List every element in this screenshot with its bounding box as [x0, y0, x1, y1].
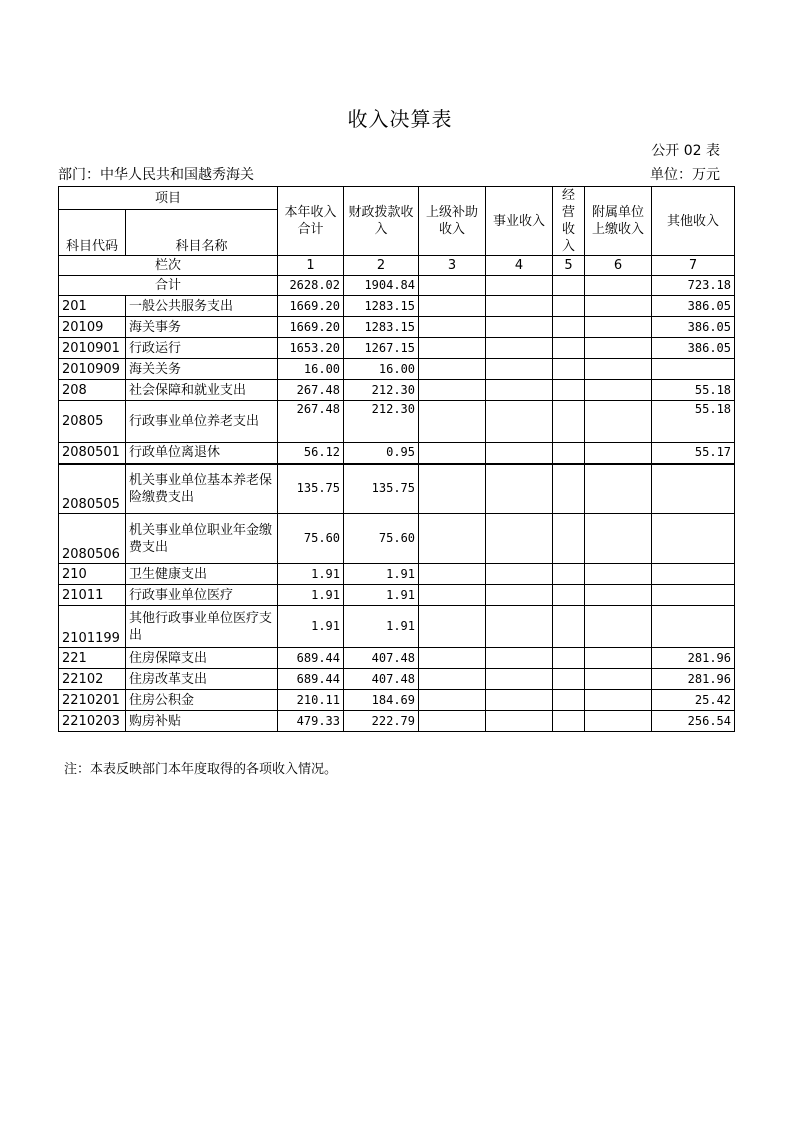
row-value: [419, 338, 486, 359]
row-value: 75.60: [344, 514, 419, 564]
row-value: 1669.20: [278, 317, 344, 338]
row-value: 1.91: [344, 585, 419, 606]
row-value: 479.33: [278, 711, 344, 732]
table-row: [59, 317, 735, 338]
row-value: [486, 606, 553, 648]
header-col-1: 本年收入合计: [278, 187, 344, 256]
row-value: [419, 514, 486, 564]
row-name: 行政单位离退休: [126, 443, 278, 464]
row-value: [486, 669, 553, 690]
row-value: 386.05: [652, 296, 735, 317]
table-row: [59, 514, 735, 564]
row-value: 386.05: [652, 338, 735, 359]
row-value: [419, 564, 486, 585]
row-value: [585, 514, 652, 564]
column-index-4: 4: [486, 256, 553, 276]
row-value: [585, 443, 652, 464]
row-value: [486, 690, 553, 711]
row-value: 1267.15: [344, 338, 419, 359]
row-code: 201: [59, 296, 126, 317]
row-name: 一般公共服务支出: [126, 296, 278, 317]
row-code: 2010909: [59, 359, 126, 380]
row-value: [486, 338, 553, 359]
department-label: 部门：中华人民共和国越秀海关: [58, 167, 254, 183]
total-value: [419, 276, 486, 296]
header-col-5: 经营收入: [553, 187, 585, 256]
row-value: [486, 317, 553, 338]
table-row: [59, 443, 735, 464]
row-value: [585, 648, 652, 669]
column-index-label: 栏次: [59, 256, 278, 276]
table-row: [59, 669, 735, 690]
row-name: 机关事业单位职业年金缴费支出: [126, 514, 278, 564]
row-value: [486, 564, 553, 585]
row-name: 海关事务: [126, 317, 278, 338]
row-name: 行政事业单位养老支出: [126, 401, 278, 443]
row-value: 1.91: [278, 606, 344, 648]
row-code: 21011: [59, 585, 126, 606]
row-value: [419, 606, 486, 648]
row-value: [585, 690, 652, 711]
row-value: [585, 338, 652, 359]
row-value: 16.00: [344, 359, 419, 380]
row-name: 住房公积金: [126, 690, 278, 711]
row-value: [585, 359, 652, 380]
row-value: 212.30: [344, 401, 419, 443]
table-row: [59, 648, 735, 669]
row-value: 135.75: [344, 464, 419, 514]
row-value: [419, 380, 486, 401]
row-value: 135.75: [278, 464, 344, 514]
row-code: 2080505: [59, 464, 126, 514]
row-code: 2010901: [59, 338, 126, 359]
row-code: 20109: [59, 317, 126, 338]
row-name: 住房保障支出: [126, 648, 278, 669]
column-index-5: 5: [553, 256, 585, 276]
header-col-7: 其他收入: [652, 187, 735, 256]
row-code: 22102: [59, 669, 126, 690]
row-value: [553, 669, 585, 690]
row-value: [553, 711, 585, 732]
row-value: 75.60: [278, 514, 344, 564]
row-value: [486, 711, 553, 732]
row-value: [585, 711, 652, 732]
row-value: [652, 514, 735, 564]
table-row: [59, 690, 735, 711]
row-value: 1.91: [344, 564, 419, 585]
row-value: 1653.20: [278, 338, 344, 359]
row-value: [585, 401, 652, 443]
row-value: [486, 401, 553, 443]
row-value: [585, 380, 652, 401]
row-code: 221: [59, 648, 126, 669]
row-value: [419, 585, 486, 606]
row-code: 20805: [59, 401, 126, 443]
row-value: 55.18: [652, 401, 735, 443]
row-code: 208: [59, 380, 126, 401]
row-value: 407.48: [344, 648, 419, 669]
income-table: [58, 186, 735, 732]
column-index-2: 2: [344, 256, 419, 276]
row-value: 210.11: [278, 690, 344, 711]
row-value: 1.91: [278, 564, 344, 585]
row-value: [652, 564, 735, 585]
row-value: [553, 401, 585, 443]
row-value: 281.96: [652, 669, 735, 690]
row-value: [486, 648, 553, 669]
table-row: [59, 585, 735, 606]
row-value: 0.95: [344, 443, 419, 464]
row-code: 2080501: [59, 443, 126, 464]
row-value: 222.79: [344, 711, 419, 732]
row-value: [585, 564, 652, 585]
column-index-3: 3: [419, 256, 486, 276]
row-value: [486, 296, 553, 317]
total-row: [59, 276, 735, 296]
header-col-4: 事业收入: [486, 187, 553, 256]
row-value: [486, 464, 553, 514]
row-value: [553, 338, 585, 359]
page-title: 收入决算表: [347, 107, 453, 131]
header-col-2: 财政拨款收入: [344, 187, 419, 256]
row-value: 56.12: [278, 443, 344, 464]
row-value: 1.91: [344, 606, 419, 648]
row-value: 25.42: [652, 690, 735, 711]
row-code: 2101199: [59, 606, 126, 648]
row-name: 卫生健康支出: [126, 564, 278, 585]
row-value: [486, 380, 553, 401]
row-value: [553, 514, 585, 564]
table-row: [59, 401, 735, 443]
total-value: 2628.02: [278, 276, 344, 296]
table-row: [59, 606, 735, 648]
row-value: [553, 380, 585, 401]
total-label: 合计: [59, 276, 278, 296]
row-value: 16.00: [278, 359, 344, 380]
column-index-6: 6: [585, 256, 652, 276]
row-value: [585, 464, 652, 514]
column-index-1: 1: [278, 256, 344, 276]
row-value: 1283.15: [344, 296, 419, 317]
row-value: [486, 359, 553, 380]
row-value: [419, 648, 486, 669]
total-value: [585, 276, 652, 296]
row-value: [585, 296, 652, 317]
row-value: [419, 669, 486, 690]
row-value: [486, 585, 553, 606]
row-name: 机关事业单位基本养老保险缴费支出: [126, 464, 278, 514]
row-value: [419, 711, 486, 732]
row-value: 386.05: [652, 317, 735, 338]
row-value: [419, 690, 486, 711]
table-row: [59, 338, 735, 359]
row-value: [652, 359, 735, 380]
row-value: 55.18: [652, 380, 735, 401]
row-value: [486, 514, 553, 564]
column-index-7: 7: [652, 256, 735, 276]
row-value: [652, 606, 735, 648]
row-value: [585, 606, 652, 648]
row-name: 其他行政事业单位医疗支出: [126, 606, 278, 648]
total-value: [553, 276, 585, 296]
header-item: 项目: [59, 187, 278, 210]
table-row: [59, 296, 735, 317]
table-row: [59, 359, 735, 380]
row-value: [553, 690, 585, 711]
row-value: [486, 443, 553, 464]
row-value: [419, 359, 486, 380]
row-value: [585, 669, 652, 690]
form-number: 公开 02 表: [651, 143, 720, 159]
row-value: 256.54: [652, 711, 735, 732]
row-value: 267.48: [278, 380, 344, 401]
header-name: 科目名称: [126, 210, 278, 256]
row-value: 407.48: [344, 669, 419, 690]
total-value: [486, 276, 553, 296]
table-row: [59, 380, 735, 401]
header-code: 科目代码: [59, 210, 126, 256]
table-row: [59, 564, 735, 585]
row-code: 2210203: [59, 711, 126, 732]
row-value: [553, 606, 585, 648]
row-value: 55.17: [652, 443, 735, 464]
row-value: [419, 401, 486, 443]
row-name: 行政事业单位医疗: [126, 585, 278, 606]
row-name: 购房补贴: [126, 711, 278, 732]
row-value: [652, 464, 735, 514]
row-value: [553, 585, 585, 606]
row-value: [419, 443, 486, 464]
row-value: 1.91: [278, 585, 344, 606]
total-value: 723.18: [652, 276, 735, 296]
row-value: [553, 564, 585, 585]
total-value: 1904.84: [344, 276, 419, 296]
row-value: [553, 317, 585, 338]
row-value: [419, 296, 486, 317]
row-value: [419, 317, 486, 338]
row-value: 267.48: [278, 401, 344, 443]
row-name: 住房改革支出: [126, 669, 278, 690]
row-code: 210: [59, 564, 126, 585]
row-value: 689.44: [278, 648, 344, 669]
row-value: [585, 585, 652, 606]
row-value: 689.44: [278, 669, 344, 690]
row-value: 1669.20: [278, 296, 344, 317]
row-name: 行政运行: [126, 338, 278, 359]
row-value: [553, 443, 585, 464]
row-value: 212.30: [344, 380, 419, 401]
table-row: [59, 711, 735, 732]
row-code: 2080506: [59, 514, 126, 564]
row-value: [553, 296, 585, 317]
row-value: [553, 648, 585, 669]
row-value: 1283.15: [344, 317, 419, 338]
table-row: [59, 464, 735, 514]
row-value: [553, 464, 585, 514]
row-name: 海关关务: [126, 359, 278, 380]
header-col-6: 附属单位上缴收入: [585, 187, 652, 256]
row-value: [585, 317, 652, 338]
header-col-3: 上级补助收入: [419, 187, 486, 256]
table-note: 注：本表反映部门本年度取得的各项收入情况。: [64, 762, 338, 777]
row-value: [419, 464, 486, 514]
row-name: 社会保障和就业支出: [126, 380, 278, 401]
row-code: 2210201: [59, 690, 126, 711]
unit-label: 单位：万元: [650, 167, 720, 183]
row-value: 281.96: [652, 648, 735, 669]
row-value: [553, 359, 585, 380]
row-value: [652, 585, 735, 606]
row-value: 184.69: [344, 690, 419, 711]
